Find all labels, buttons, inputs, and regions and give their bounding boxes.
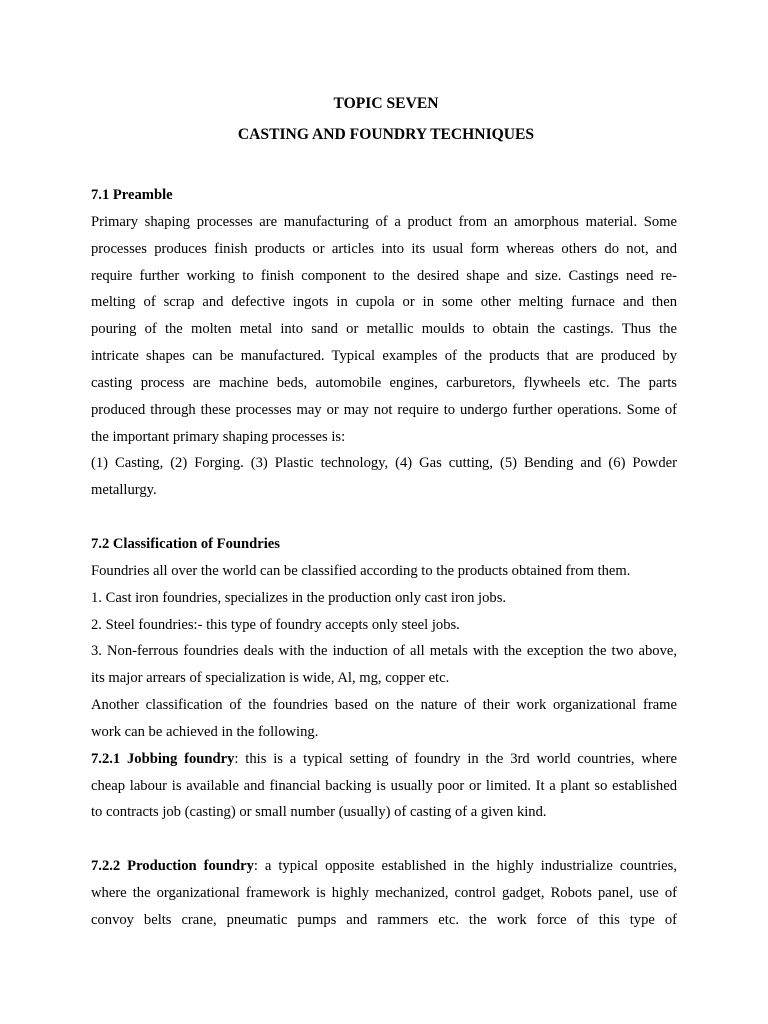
spacer [91, 504, 677, 531]
paragraph-line: cheap labour is available and financial backing is usually poor or limited. It a plant so established [91, 777, 677, 794]
paragraph-line: processes produces finish products or articles into its usual form whereas others do not, and [91, 240, 677, 257]
paragraph-line: Primary shaping processes are manufacturing of a product from an amorphous material. Some [91, 213, 677, 230]
paragraph-line: (1) Casting, (2) Forging. (3) Plastic technology, (4) Gas cutting, (5) Bending and (6) Powder [91, 455, 677, 472]
list-item: 1. Cast iron foundries, specializes in the production only cast iron jobs. [91, 589, 507, 606]
paragraph-line: metallurgy. [91, 482, 157, 499]
paragraph-line: Another classification of the foundries based on the nature of their work organizational frame [91, 697, 677, 714]
spacer [91, 826, 677, 853]
subsection-heading-jobbing-foundry: 7.2.1 Jobbing foundry [91, 750, 235, 767]
topic-title: TOPIC SEVEN [333, 95, 439, 112]
topic-subtitle: CASTING AND FOUNDRY TECHNIQUES [237, 126, 535, 143]
paragraph-line: pouring of the molten metal into sand or metallic moulds to obtain the castings. Thus the [91, 321, 677, 338]
paragraph-line: the important primary shaping processes is: [91, 428, 346, 445]
paragraph-line: require further working to finish component to the desired shape and size. Castings need re- [91, 267, 677, 284]
paragraph-line: produced through these processes may or may not require to undergo further operations. Some of [91, 401, 677, 418]
paragraph-line: casting process are machine beds, automobile engines, carburetors, flywheels etc. The parts [91, 374, 677, 391]
paragraph-line: convoy belts crane, pneumatic pumps and rammers etc. the work force of this type of [91, 911, 677, 928]
paragraph-line: intricate shapes can be manufactured. Typical examples of the products that are produced by [91, 348, 677, 365]
paragraph-text: : this is a typical setting of foundry in the 3rd world countries, where [234, 750, 677, 767]
section-heading-preamble: 7.1 Preamble [91, 187, 173, 203]
paragraph-line: Foundries all over the world can be classified according to the products obtained from them. [91, 562, 631, 579]
document-body [91, 182, 677, 934]
paragraph-line: to contracts job (casting) or small number (usually) of casting of a given kind. [91, 804, 547, 821]
paragraph-line: where the organizational framework is highly mechanized, control gadget, Robots panel, use of [91, 884, 677, 901]
list-item: 2. Steel foundries:- this type of foundry accepts only steel jobs. [91, 616, 460, 633]
list-item-continuation: its major arrears of specialization is wide, Al, mg, copper etc. [91, 670, 450, 687]
paragraph-line: melting of scrap and defective ingots in cupola or in some other melting furnace and then [91, 294, 677, 311]
subsection-heading-production-foundry: 7.2.2 Production foundry [91, 858, 254, 875]
list-item: 3. Non-ferrous foundries deals with the induction of all metals with the exception the two above, [91, 643, 677, 660]
paragraph-line: work can be achieved in the following. [91, 723, 319, 740]
paragraph-line [91, 853, 677, 880]
section-heading-classification: 7.2 Classification of Foundries [91, 535, 280, 552]
paragraph-line [91, 746, 677, 773]
paragraph-text: : a typical opposite established in the highly industrialize countries, [253, 858, 677, 875]
